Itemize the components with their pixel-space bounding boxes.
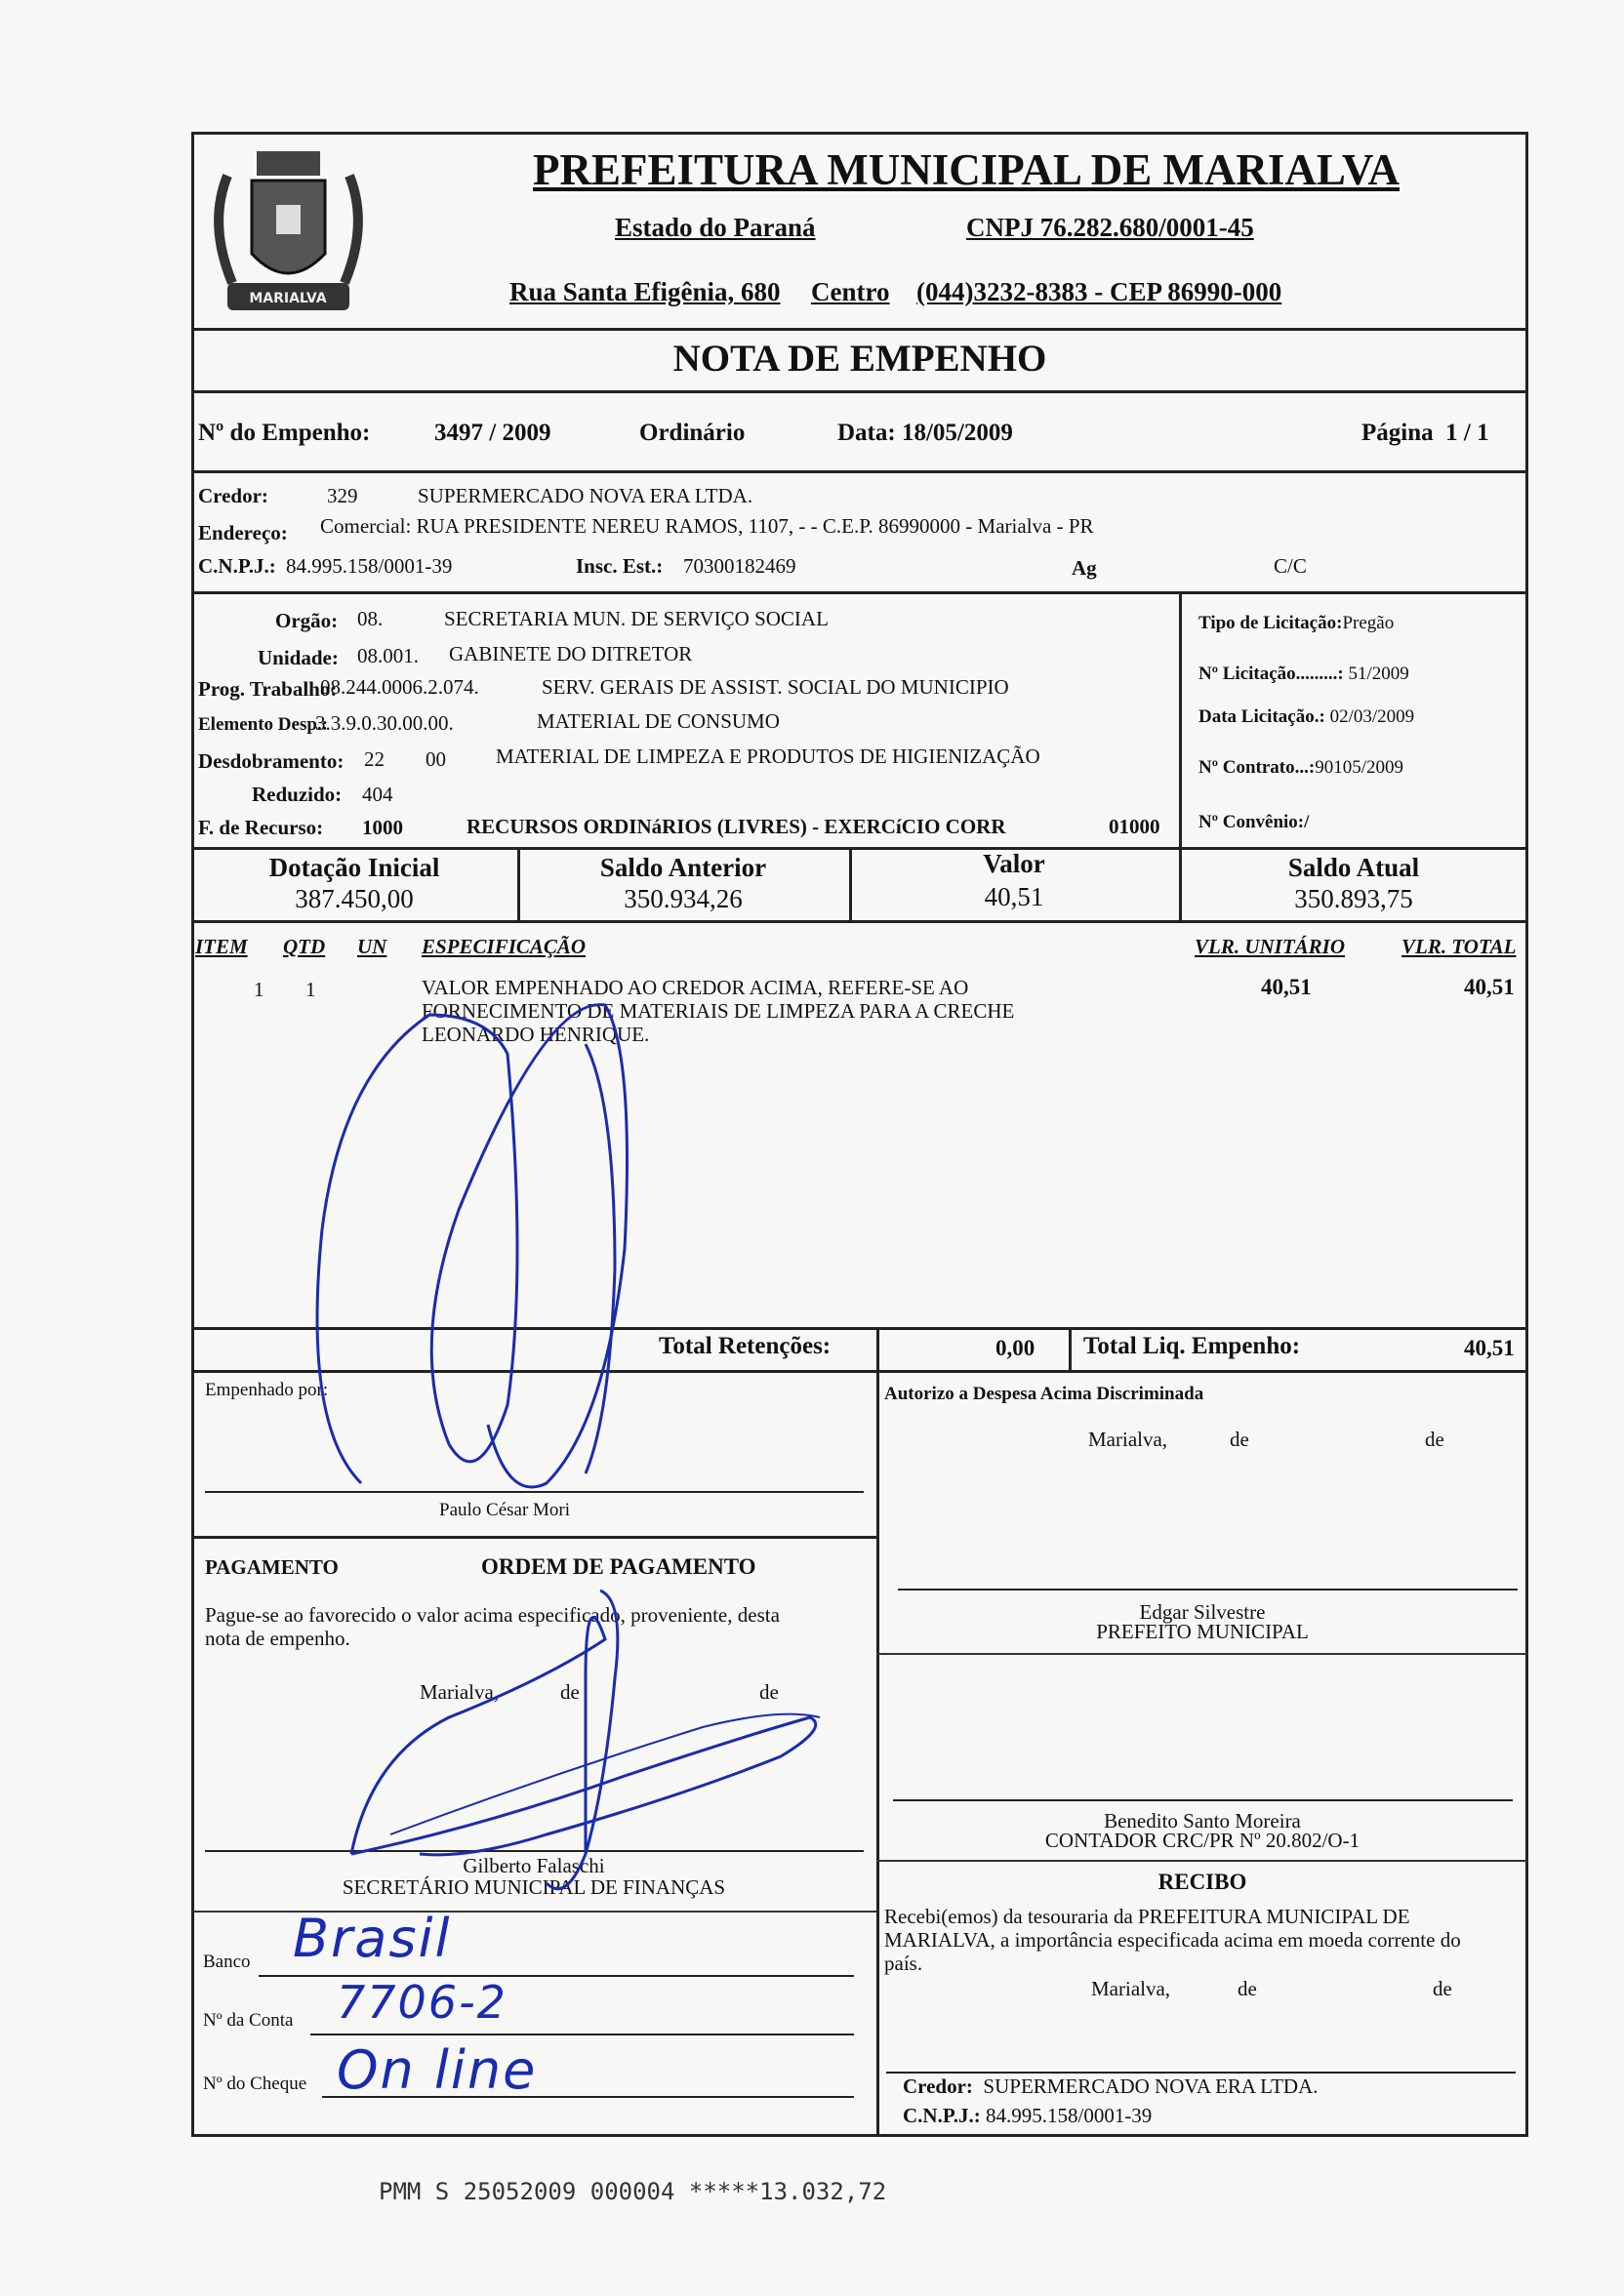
- credor-name: SUPERMERCADO NOVA ERA LTDA.: [418, 484, 753, 507]
- autorizo-city: Marialva,: [1088, 1428, 1168, 1451]
- autorizo-de: de: [1230, 1428, 1249, 1451]
- desdobramento-sub: 00: [426, 747, 446, 771]
- signature-line: [205, 1491, 864, 1493]
- elemento-code: 3.3.9.0.30.00.00.: [315, 711, 454, 735]
- ordem-pagamento-title: ORDEM DE PAGAMENTO: [481, 1554, 756, 1579]
- banco-label: Banco: [203, 1952, 251, 1972]
- cheque-label: Nº do Cheque: [203, 2074, 307, 2094]
- item-unit-price: 40,51: [1261, 975, 1312, 999]
- contador-title: CONTADOR CRC/PR Nº 20.802/O-1: [1044, 1829, 1360, 1852]
- cheque-handwritten: On line: [337, 2039, 538, 2101]
- valor-label: Valor: [983, 849, 1045, 878]
- unidade-name: GABINETE DO DITRETOR: [449, 642, 693, 665]
- municipal-seal: [198, 137, 379, 332]
- divider: [191, 920, 1528, 923]
- credor-code: 329: [327, 484, 358, 507]
- tipo-licitacao: Tipo de Licitação:Pregão: [1198, 613, 1395, 633]
- endereco-value: Comercial: RUA PRESIDENTE NEREU RAMOS, 1107, - - C.E.P. 86990000 - Marialva - PR: [320, 514, 1094, 538]
- autorizo-title: Autorizo a Despesa Acima Discriminada: [884, 1384, 1204, 1404]
- signature-line: [893, 1799, 1513, 1801]
- orgao-name: SECRETARIA MUN. DE SERVIÇO SOCIAL: [444, 607, 829, 630]
- divider: [876, 1370, 879, 2137]
- divider: [191, 1536, 876, 1539]
- data-licitacao: Data Licitação.: 02/03/2009: [1198, 706, 1415, 727]
- dotacao-label: Dotação Inicial: [268, 853, 440, 882]
- col-header-total: VLR. TOTAL: [1401, 935, 1517, 958]
- empenho-date: Data: 18/05/2009: [837, 420, 1013, 446]
- liquido-label: Total Liq. Empenho:: [1083, 1333, 1301, 1359]
- item-total: 40,51: [1464, 975, 1515, 999]
- prog-label: Prog. Trabalho:: [198, 677, 338, 701]
- address-district: Centro: [811, 277, 890, 306]
- pagamento-de: de: [560, 1680, 580, 1704]
- seal-text: MARIALVA: [249, 291, 327, 306]
- empenhado-label: Empenhado por:: [205, 1380, 329, 1400]
- saldo-atual-label: Saldo Atual: [1287, 853, 1420, 882]
- divider: [876, 1653, 1528, 1655]
- valor-value: 40,51: [984, 882, 1044, 911]
- signature-line: [898, 1589, 1518, 1591]
- orgao-label: Orgão:: [275, 609, 339, 632]
- retencoes-value: 0,00: [995, 1336, 1035, 1360]
- reduzido-label: Reduzido:: [252, 783, 343, 806]
- insc-value: 70300182469: [683, 554, 796, 578]
- retencoes-label: Total Retenções:: [659, 1333, 832, 1359]
- banco-handwritten: Brasil: [293, 1908, 452, 1969]
- divider: [1179, 591, 1182, 849]
- conta-handwritten: 7706-2: [337, 1976, 508, 2029]
- saldo-anterior-value: 350.934,26: [624, 884, 743, 913]
- cnpj-label: C.N.P.J.:: [198, 554, 276, 578]
- recibo-text: Recebi(emos) da tesouraria da PREFEITURA MUNICIPAL DE MARIALVA, a importância especificada acima em moeda corrente do país.: [884, 1905, 1461, 1975]
- empenho-type: Ordinário: [639, 420, 746, 446]
- empenho-number: 3497 / 2009: [434, 420, 551, 446]
- divider: [191, 591, 1528, 594]
- divider: [191, 390, 1528, 393]
- divider: [191, 1370, 1528, 1373]
- desdobramento-code: 22: [364, 747, 385, 771]
- secretario-title: SECRETÁRIO MUNICIPAL DE FINANÇAS: [342, 1875, 726, 1899]
- prefeito-title: PREFEITO MUNICIPAL: [1096, 1620, 1309, 1643]
- dotacao-value: 387.450,00: [295, 884, 414, 913]
- endereco-label: Endereço:: [198, 521, 288, 544]
- contador-name: Benedito Santo Moreira: [1104, 1809, 1301, 1833]
- col-header-spec: ESPECIFICAÇÃO: [422, 935, 587, 958]
- liquido-value: 40,51: [1464, 1336, 1515, 1360]
- address-phone-cep: (044)3232-8383 - CEP 86990-000: [916, 277, 1282, 306]
- divider: [1069, 1327, 1072, 1371]
- recurso-code: 1000: [362, 816, 403, 839]
- cnpj-value: 84.995.158/0001-39: [286, 554, 453, 578]
- recibo-city: Marialva,: [1091, 1977, 1171, 2000]
- elemento-name: MATERIAL DE CONSUMO: [537, 709, 780, 733]
- item-number: 1: [254, 978, 264, 1001]
- col-header-qtd: QTD: [283, 935, 326, 958]
- pagamento-label: PAGAMENTO: [205, 1555, 339, 1579]
- cc-label: C/C: [1274, 554, 1307, 578]
- reduzido-value: 404: [362, 783, 393, 806]
- document-title: NOTA DE EMPENHO: [672, 338, 1047, 380]
- autorizo-de: de: [1425, 1428, 1444, 1451]
- page-label: Página 1 / 1: [1361, 420, 1489, 446]
- divider: [191, 1327, 1528, 1330]
- pagamento-text: Pague-se ao favorecido o valor acima especificado, proveniente, desta nota de empenho.: [205, 1603, 780, 1650]
- pagamento-de: de: [759, 1680, 779, 1704]
- page-title: PREFEITURA MUNICIPAL DE MARIALVA: [532, 145, 1401, 194]
- address-street: Rua Santa Efigênia, 680: [509, 277, 781, 306]
- footer-stamp: PMM S 25052009 000004 *****13.032,72: [379, 2178, 887, 2205]
- item-spec: VALOR EMPENHADO AO CREDOR ACIMA, REFERE-SE AO FORNECIMENTO DE MATERIAIS DE LIMPEZA PARA A CRECHE LEONARDO HENRIQUE.: [422, 976, 1015, 1046]
- col-header-unit-price: VLR. UNITÁRIO: [1195, 935, 1346, 958]
- desdobramento-name: MATERIAL DE LIMPEZA E PRODUTOS DE HIGIENIZAÇÃO: [496, 745, 1040, 768]
- divider: [191, 328, 1528, 331]
- signature-line: [886, 2072, 1516, 2074]
- insc-label: Insc. Est.:: [576, 554, 664, 578]
- recurso-code-2: 01000: [1109, 815, 1160, 838]
- orgao-code: 08.: [357, 607, 384, 630]
- elemento-label: Elemento Desp.:: [198, 714, 328, 735]
- item-qty: 1: [305, 978, 316, 1001]
- numero-licitacao: Nº Licitação.........: 51/2009: [1198, 664, 1409, 684]
- divider: [876, 1860, 1528, 1862]
- recibo-credor: Credor: SUPERMERCADO NOVA ERA LTDA.: [903, 2074, 1319, 2098]
- header-cnpj: CNPJ 76.282.680/0001-45: [966, 213, 1254, 242]
- unidade-code: 08.001.: [357, 644, 419, 667]
- unidade-label: Unidade:: [258, 646, 339, 669]
- divider: [191, 470, 1528, 473]
- recurso-label: F. de Recurso:: [198, 816, 324, 839]
- contrato: Nº Contrato...:90105/2009: [1198, 757, 1403, 778]
- conta-label: Nº da Conta: [203, 2010, 294, 2031]
- credor-label: Credor:: [198, 484, 268, 507]
- prog-name: SERV. GERAIS DE ASSIST. SOCIAL DO MUNICIPIO: [542, 675, 1009, 699]
- saldo-atual-value: 350.893,75: [1294, 884, 1413, 913]
- prefeito-name: Edgar Silvestre: [1139, 1600, 1266, 1624]
- signature-line: [205, 1850, 864, 1852]
- pagamento-city: Marialva,: [420, 1680, 500, 1704]
- col-header-un: UN: [357, 935, 387, 958]
- state-name: Estado do Paraná: [615, 213, 816, 242]
- convenio: Nº Convênio:/: [1198, 812, 1310, 832]
- divider: [876, 1327, 879, 1371]
- empenhado-name: Paulo César Mori: [439, 1500, 571, 1520]
- recibo-de: de: [1433, 1977, 1452, 2000]
- empenho-number-label: Nº do Empenho:: [198, 420, 371, 446]
- desdobramento-label: Desdobramento:: [198, 749, 345, 773]
- recibo-cnpj: C.N.P.J.: 84.995.158/0001-39: [903, 2104, 1153, 2127]
- recurso-name: RECURSOS ORDINáRIOS (LIVRES) - EXERCíCIO CORR: [467, 815, 1006, 838]
- recibo-title: RECIBO: [1157, 1870, 1247, 1894]
- col-header-item: ITEM: [195, 935, 248, 958]
- prog-code: 08.244.0006.2.074.: [320, 675, 479, 699]
- recibo-de: de: [1238, 1977, 1257, 2000]
- field-line: [310, 2034, 854, 2035]
- ag-label: Ag: [1072, 556, 1097, 580]
- saldo-anterior-label: Saldo Anterior: [599, 853, 767, 882]
- secretario-name: Gilberto Falaschi: [463, 1854, 605, 1877]
